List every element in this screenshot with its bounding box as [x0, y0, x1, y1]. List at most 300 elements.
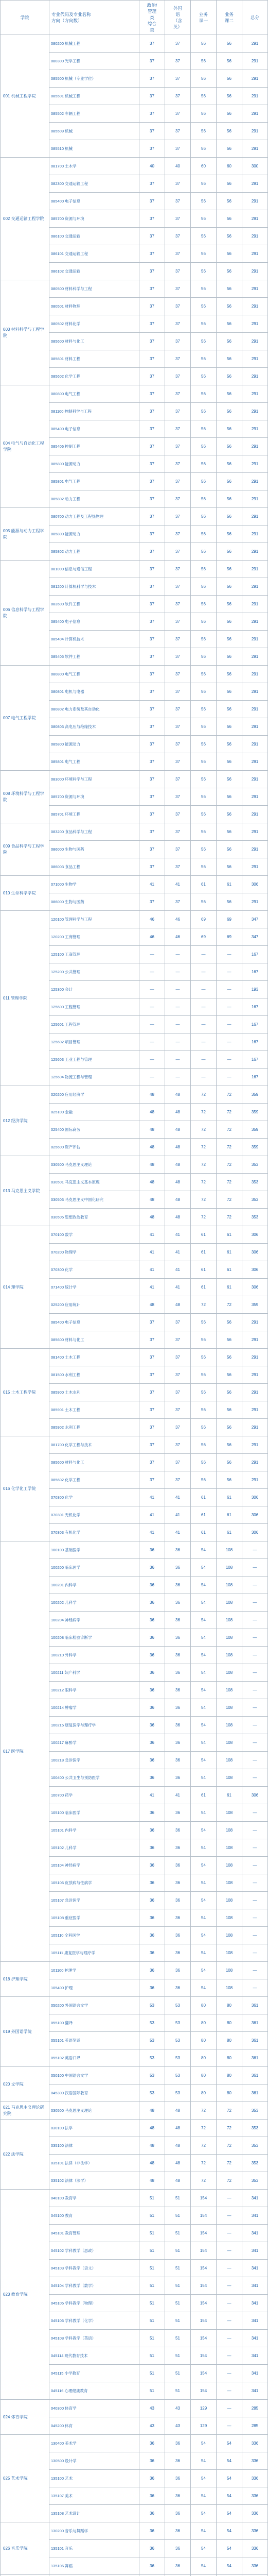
foreign-language-score: 37 [165, 1366, 191, 1384]
subject-two-score: 108 [217, 1839, 242, 1857]
subject-two-score: 108 [217, 1559, 242, 1577]
subject-two-score: — [217, 2190, 242, 2207]
subject-one-score: 61 [191, 876, 217, 893]
politics-score: 51 [139, 2330, 165, 2347]
subject-one-score: 56 [191, 403, 217, 420]
major-name: 085602 化学工程 [49, 1471, 139, 1489]
subject-one-score: 56 [191, 1314, 217, 1331]
subject-one-score: 54 [191, 2487, 217, 2505]
total-score: — [242, 1857, 268, 1874]
major-name: 081700 化学工程与技术 [49, 1436, 139, 1454]
foreign-language-score: 37 [165, 508, 191, 526]
subject-one-score: — [191, 998, 217, 1016]
major-name: 020200 应用经济学 [49, 1086, 139, 1104]
subject-one-score: 54 [191, 2540, 217, 2557]
total-score: 336 [242, 2557, 268, 2575]
total-score: 291 [242, 596, 268, 613]
total-score: 361 [242, 2084, 268, 2102]
politics-score: 48 [139, 1139, 165, 1156]
major-name: 055100 翻译 [49, 2014, 139, 2032]
politics-score: 36 [139, 2435, 165, 2452]
foreign-language-score: — [165, 1069, 191, 1086]
foreign-language-score: 36 [165, 1699, 191, 1717]
total-score: 291 [242, 193, 268, 210]
major-name: 085406 控制工程 [49, 438, 139, 455]
subject-one-score: 54 [191, 1874, 217, 1892]
total-score: — [242, 1892, 268, 1909]
major-name: 085400 电子信息 [49, 613, 139, 631]
politics-score: 53 [139, 2014, 165, 2032]
total-score: 291 [242, 455, 268, 473]
foreign-language-score: 36 [165, 2522, 191, 2540]
politics-score: 37 [139, 193, 165, 210]
subject-two-score: 56 [217, 210, 242, 228]
subject-one-score: 56 [191, 561, 217, 578]
subject-two-score: 61 [217, 1279, 242, 1296]
foreign-language-score: 36 [165, 1839, 191, 1857]
subject-one-score: 72 [191, 2120, 217, 2137]
subject-two-score: — [217, 2400, 242, 2417]
subject-one-score: 54 [191, 2452, 217, 2470]
total-score: 291 [242, 368, 268, 385]
college-name: 015 土木工程学院 [1, 1349, 49, 1436]
subject-two-score: — [217, 2207, 242, 2225]
subject-one-score: 56 [191, 806, 217, 823]
foreign-language-score: 37 [165, 210, 191, 228]
politics-score: 51 [139, 2312, 165, 2330]
subject-two-score: — [217, 2330, 242, 2347]
foreign-language-score: 51 [165, 2207, 191, 2225]
subject-one-score: 54 [191, 1594, 217, 1612]
foreign-language-score: 37 [165, 245, 191, 263]
subject-one-score: 56 [191, 1366, 217, 1384]
major-name: 086101 交通运输工程 [49, 245, 139, 263]
subject-one-score: 54 [191, 1612, 217, 1629]
politics-score: 36 [139, 1909, 165, 1927]
subject-two-score: 56 [217, 175, 242, 193]
subject-two-score: — [217, 2347, 242, 2365]
foreign-language-score: 51 [165, 2190, 191, 2207]
politics-score: 46 [139, 928, 165, 946]
politics-score: 37 [139, 613, 165, 631]
total-score: 353 [242, 2102, 268, 2120]
subject-two-score: — [217, 2225, 242, 2242]
subject-one-score: 56 [191, 701, 217, 718]
major-name: 100700 药学 [49, 1787, 139, 1804]
subject-two-score: 56 [217, 368, 242, 385]
foreign-language-score: 48 [165, 1296, 191, 1314]
foreign-language-score: 53 [165, 2084, 191, 2102]
major-name: 030501 马克思主义基本原理 [49, 1174, 139, 1191]
politics-score: 37 [139, 823, 165, 841]
foreign-language-score: 36 [165, 1577, 191, 1594]
foreign-language-score: 51 [165, 2365, 191, 2382]
subject-one-score: 56 [191, 455, 217, 473]
major-name: 085501 机械工程 [49, 88, 139, 105]
major-name: 085900 土木水利 [49, 1384, 139, 1401]
college-name: 008 环境科学与工程学院 [1, 771, 49, 823]
politics-score: 37 [139, 858, 165, 876]
foreign-language-score: 53 [165, 1997, 191, 2014]
politics-score: 43 [139, 2400, 165, 2417]
politics-score: 37 [139, 210, 165, 228]
major-name: 085400 电子信息 [49, 193, 139, 210]
politics-score: 36 [139, 1927, 165, 1944]
subject-two-score: 56 [217, 105, 242, 123]
subject-one-score: — [191, 1016, 217, 1033]
politics-score: 51 [139, 2225, 165, 2242]
subject-one-score: 56 [191, 88, 217, 105]
politics-score: 37 [139, 561, 165, 578]
foreign-language-score: 37 [165, 438, 191, 455]
table-row [1, 1086, 268, 1104]
total-score: 291 [242, 683, 268, 701]
subject-one-score: 54 [191, 2557, 217, 2575]
major-name: 070301 无机化学 [49, 1506, 139, 1524]
major-name: 025200 应用统计 [49, 1296, 139, 1314]
subject-one-score: 61 [191, 1787, 217, 1804]
table-row [1, 385, 268, 403]
total-score: 306 [242, 1524, 268, 1541]
foreign-language-score: 53 [165, 2049, 191, 2067]
foreign-language-score: 37 [165, 893, 191, 911]
major-name: 080300 光学工程 [49, 53, 139, 70]
total-score: — [242, 1629, 268, 1647]
subject-two-score: 56 [217, 1401, 242, 1419]
total-score: — [242, 1559, 268, 1577]
foreign-language-score: 48 [165, 2102, 191, 2120]
subject-two-score: 56 [217, 490, 242, 508]
major-name: 081700 土木学 [49, 158, 139, 175]
major-name: 080803 高电压与绝缘技术 [49, 718, 139, 736]
foreign-language-score: 37 [165, 140, 191, 158]
politics-score: 48 [139, 2102, 165, 2120]
major-name: 045102 学科教学（思政） [49, 2242, 139, 2260]
major-name: 080802 电力系统及其自动化 [49, 701, 139, 718]
politics-score: 36 [139, 1857, 165, 1874]
subject-one-score: 56 [191, 245, 217, 263]
major-name: 085601 材料工程 [49, 350, 139, 368]
politics-score: 36 [139, 1804, 165, 1822]
subject-two-score: 69 [217, 911, 242, 928]
major-name: 100215 康复医学与理疗学 [49, 1717, 139, 1734]
subject-one-score: 54 [191, 1559, 217, 1577]
major-name: 085802 动力工程 [49, 490, 139, 508]
politics-score: 37 [139, 631, 165, 648]
total-score: 341 [242, 2312, 268, 2330]
politics-score: 37 [139, 1436, 165, 1454]
total-score: 291 [242, 1349, 268, 1366]
foreign-language-score: 37 [165, 578, 191, 596]
total-score: — [242, 1682, 268, 1699]
subject-two-score: 69 [217, 928, 242, 946]
total-score: 291 [242, 403, 268, 420]
subject-two-score: 56 [217, 683, 242, 701]
total-score: — [242, 1647, 268, 1664]
politics-score: 37 [139, 455, 165, 473]
header-politics: 政治/ 管理 类 综合 类 [139, 1, 165, 35]
major-name: 080500 材料科学与工程 [49, 280, 139, 298]
politics-score: 37 [139, 140, 165, 158]
table-row [1, 35, 268, 53]
subject-two-score: 80 [217, 2014, 242, 2032]
subject-one-score: 54 [191, 1682, 217, 1699]
total-score: 353 [242, 1209, 268, 1226]
total-score: 359 [242, 1121, 268, 1139]
politics-score: — [139, 1016, 165, 1033]
subject-two-score: 56 [217, 193, 242, 210]
subject-two-score: 56 [217, 228, 242, 245]
subject-two-score: 56 [217, 526, 242, 543]
politics-score: 37 [139, 403, 165, 420]
subject-one-score: 54 [191, 1857, 217, 1874]
foreign-language-score: 37 [165, 350, 191, 368]
subject-two-score: 56 [217, 578, 242, 596]
foreign-language-score: 51 [165, 2260, 191, 2277]
major-name: 105108 重症医学 [49, 1909, 139, 1927]
total-score: 336 [242, 2470, 268, 2487]
major-name: 083200 食品科学与工程 [49, 823, 139, 841]
major-name: 125200 公共管理 [49, 963, 139, 981]
subject-two-score: 72 [217, 1156, 242, 1174]
politics-score: 37 [139, 53, 165, 70]
major-name: 100202 儿科学 [49, 1594, 139, 1612]
subject-two-score: 72 [217, 2120, 242, 2137]
foreign-language-score: 36 [165, 2452, 191, 2470]
foreign-language-score: 37 [165, 561, 191, 578]
foreign-language-score: 37 [165, 526, 191, 543]
major-name: 080801 电机与电器 [49, 683, 139, 701]
subject-one-score: 56 [191, 508, 217, 526]
politics-score: 36 [139, 1559, 165, 1577]
subject-two-score: 56 [217, 1349, 242, 1366]
header-college: 学院 [1, 1, 49, 35]
header-foreign-language: 外国 语 （含 英） [165, 1, 191, 35]
foreign-language-score: 36 [165, 2470, 191, 2487]
table-row [1, 1349, 268, 1366]
politics-score: 37 [139, 718, 165, 736]
subject-two-score: 56 [217, 806, 242, 823]
politics-score: 37 [139, 123, 165, 140]
major-name: 085901 土木工程 [49, 1401, 139, 1419]
foreign-language-score: 51 [165, 2242, 191, 2260]
major-name: 030503 马克思主义中国化研究 [49, 1191, 139, 1209]
politics-score: 53 [139, 2067, 165, 2084]
politics-score: 41 [139, 876, 165, 893]
foreign-language-score: 36 [165, 1962, 191, 1979]
table-row [1, 1962, 268, 1979]
subject-one-score: 154 [191, 2365, 217, 2382]
subject-two-score: 80 [217, 2049, 242, 2067]
subject-two-score: 80 [217, 2032, 242, 2049]
politics-score: 37 [139, 736, 165, 753]
total-score: 285 [242, 2400, 268, 2417]
major-name: 085902 水利工程 [49, 1419, 139, 1436]
foreign-language-score: 37 [165, 1454, 191, 1471]
subject-one-score: 80 [191, 2032, 217, 2049]
major-name: 025100 金融 [49, 1104, 139, 1121]
major-name: 100201 内科学 [49, 1577, 139, 1594]
subject-two-score: 56 [217, 648, 242, 666]
subject-two-score: 108 [217, 1927, 242, 1944]
table-row [1, 2102, 268, 2120]
major-name: 080800 电气工程 [49, 666, 139, 683]
table-row [1, 666, 268, 683]
politics-score: 36 [139, 2487, 165, 2505]
total-score: — [242, 1734, 268, 1752]
major-name: 085509 机械 [49, 123, 139, 140]
foreign-language-score: 37 [165, 648, 191, 666]
major-name: 071000 生物学 [49, 876, 139, 893]
subject-one-score: 54 [191, 1839, 217, 1857]
subject-two-score: 56 [217, 701, 242, 718]
politics-score: 37 [139, 543, 165, 561]
politics-score: 51 [139, 2347, 165, 2365]
subject-two-score: 108 [217, 1682, 242, 1699]
politics-score: 53 [139, 2049, 165, 2067]
subject-two-score: 54 [217, 2452, 242, 2470]
subject-one-score: 154 [191, 2242, 217, 2260]
subject-two-score: 56 [217, 508, 242, 526]
subject-two-score: — [217, 998, 242, 1016]
subject-two-score: 56 [217, 245, 242, 263]
subject-one-score: 54 [191, 1944, 217, 1962]
foreign-language-score: — [165, 963, 191, 981]
total-score: 291 [242, 666, 268, 683]
total-score: 341 [242, 2260, 268, 2277]
total-score: — [242, 1979, 268, 1997]
politics-score: 40 [139, 158, 165, 175]
subject-one-score: 61 [191, 1279, 217, 1296]
subject-two-score: 108 [217, 1909, 242, 1927]
foreign-language-score: 41 [165, 876, 191, 893]
college-name: 019 外国语学院 [1, 1997, 49, 2067]
total-score: — [242, 1594, 268, 1612]
subject-one-score: 80 [191, 2049, 217, 2067]
major-name: 085602 化学工程 [49, 368, 139, 385]
foreign-language-score: 36 [165, 1629, 191, 1647]
major-name: 105101 内科学 [49, 1822, 139, 1839]
foreign-language-score: 48 [165, 2155, 191, 2172]
total-score: — [242, 1664, 268, 1682]
major-name: 125100 工商管理 [49, 946, 139, 963]
subject-two-score: 108 [217, 1647, 242, 1664]
subject-one-score: 72 [191, 1121, 217, 1139]
foreign-language-score: 37 [165, 70, 191, 88]
subject-two-score: 54 [217, 2522, 242, 2540]
major-name: 045103 学科教学（语文） [49, 2260, 139, 2277]
subject-one-score: 61 [191, 1506, 217, 1524]
major-name: 045300 汉语国际教育 [49, 2084, 139, 2102]
college-name: 013 马克思主义学院 [1, 1156, 49, 1226]
total-score: 291 [242, 70, 268, 88]
major-name: 085800 能源动力 [49, 526, 139, 543]
subject-two-score: 61 [217, 1226, 242, 1244]
total-score: 291 [242, 228, 268, 245]
politics-score: 37 [139, 315, 165, 333]
subject-two-score: 108 [217, 1944, 242, 1962]
subject-two-score: 56 [217, 841, 242, 858]
major-name: 080502 材料化学 [49, 315, 139, 333]
subject-two-score: 56 [217, 771, 242, 788]
major-name: 080700 动力工程及工程热物理 [49, 508, 139, 526]
subject-two-score: 56 [217, 455, 242, 473]
major-name: 045100 教育 [49, 2207, 139, 2225]
major-name: 082300 交通运输工程 [49, 175, 139, 193]
major-name: 135101 音乐 [49, 2540, 139, 2557]
college-name: 007 电气工程学院 [1, 666, 49, 771]
subject-one-score: — [191, 1051, 217, 1069]
subject-one-score: 154 [191, 2312, 217, 2330]
subject-one-score: 154 [191, 2225, 217, 2242]
subject-one-score: 56 [191, 753, 217, 771]
total-score: 167 [242, 998, 268, 1016]
subject-one-score: 72 [191, 2102, 217, 2120]
total-score: 291 [242, 788, 268, 806]
major-name: 105106 皮肤病与性病学 [49, 1874, 139, 1892]
total-score: 353 [242, 1156, 268, 1174]
college-name: 009 食品科学与工程学院 [1, 823, 49, 876]
total-score: 291 [242, 613, 268, 631]
foreign-language-score: 37 [165, 368, 191, 385]
subject-two-score: 108 [217, 1629, 242, 1647]
major-name: 085800 能源动力 [49, 736, 139, 753]
major-name: 125603 工业工程与管理 [49, 1051, 139, 1069]
total-score: 353 [242, 2155, 268, 2172]
major-name: 035101 法律（非法学） [49, 2155, 139, 2172]
politics-score: 37 [139, 368, 165, 385]
major-name: 085510 机械 [49, 140, 139, 158]
politics-score: 36 [139, 1664, 165, 1682]
major-name: 085600 材料与化工 [49, 1331, 139, 1349]
foreign-language-score: 37 [165, 228, 191, 245]
foreign-language-score: 36 [165, 1682, 191, 1699]
major-name: 070303 有机化学 [49, 1524, 139, 1541]
total-score: 291 [242, 210, 268, 228]
major-name: 100204 神经病学 [49, 1612, 139, 1629]
header-total: 总分 [242, 1, 268, 35]
total-score: 291 [242, 1384, 268, 1401]
subject-two-score: — [217, 1016, 242, 1033]
foreign-language-score: 48 [165, 1121, 191, 1139]
total-score: 291 [242, 508, 268, 526]
foreign-language-score: 36 [165, 1892, 191, 1909]
subject-one-score: 129 [191, 2400, 217, 2417]
foreign-language-score: 53 [165, 2067, 191, 2084]
politics-score: 36 [139, 1874, 165, 1892]
foreign-language-score: 37 [165, 613, 191, 631]
politics-score: 37 [139, 1401, 165, 1419]
major-name: 040100 教育学 [49, 2190, 139, 2207]
major-name: 025600 资产评估 [49, 1139, 139, 1156]
subject-one-score: 61 [191, 1244, 217, 1261]
politics-score: 36 [139, 1577, 165, 1594]
foreign-language-score: 46 [165, 911, 191, 928]
subject-two-score: — [217, 2382, 242, 2400]
total-score: 341 [242, 2225, 268, 2242]
subject-two-score: 54 [217, 2487, 242, 2505]
table-row [1, 1541, 268, 1559]
politics-score: 37 [139, 508, 165, 526]
major-name: 030100 法学 [49, 2120, 139, 2137]
total-score: 341 [242, 2242, 268, 2260]
foreign-language-score: 37 [165, 35, 191, 53]
politics-score: — [139, 1069, 165, 1086]
subject-one-score: 69 [191, 928, 217, 946]
politics-score: 37 [139, 1471, 165, 1489]
total-score: 341 [242, 2365, 268, 2382]
subject-one-score: 56 [191, 210, 217, 228]
